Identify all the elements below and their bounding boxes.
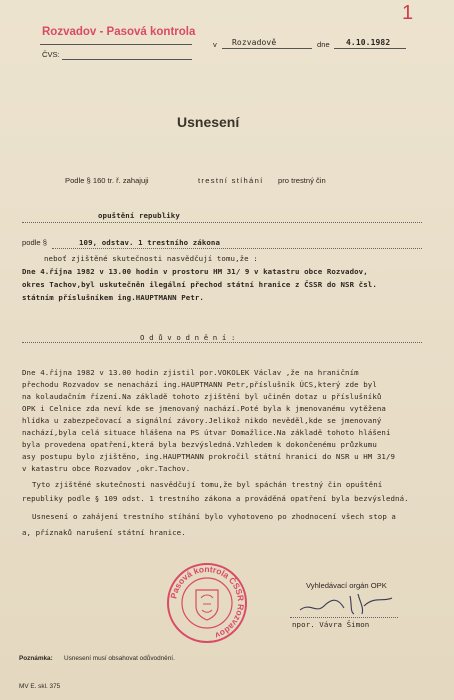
reasoning-line: na kolaudačním řízení.Na základě tohoto zjištění byl učiněn dotaz u příslušníků bbox=[22, 392, 382, 401]
facts-line: okres Tachov,byl uskutečněn ilegální přechod státní hranice z ČSSR do NSR čsl. bbox=[22, 280, 377, 289]
facts-line: státním příslušníkem ing.HAUPTMANN Petr. bbox=[22, 293, 204, 302]
reasoning-line: nachází,byla celá situace hlášena na PS útvar Domažlice.Na základě tohoto hlášení bbox=[22, 428, 391, 437]
reasoning-line: byla provedena opatření,která byla bezvýsledná.Vzhledem k dokončenému průzkumu bbox=[22, 440, 377, 449]
offense-line bbox=[22, 222, 422, 223]
signature-line bbox=[290, 617, 398, 618]
reasoning-line: asy postupu bylo zjištěno, ing.HAUPTMANN prokročil státní hranici do NSR u HM 31/9 bbox=[22, 452, 396, 461]
date-value: 4.10.1982 bbox=[346, 38, 391, 47]
date-prefix: dne bbox=[317, 40, 330, 49]
place-underline bbox=[222, 48, 312, 49]
office-stamp: Rozvadov - Pasová kontrola bbox=[42, 26, 196, 38]
form-code: MV E. skl. 375 bbox=[19, 683, 61, 690]
facts-lead: neboť zjištěné skutečnosti nasvědčují tomu,že : bbox=[44, 254, 258, 263]
reasoning-line: hlídka u zabezpečovací a signální závory.Jelikož nikdo nevěděl,kde se jmenovaný bbox=[22, 416, 382, 425]
offense-value: opuštění republiky bbox=[98, 211, 180, 220]
cvs-underline bbox=[62, 59, 192, 60]
intro-line-end: pro trestný čin bbox=[278, 176, 326, 185]
intro-line-start: Podle § 160 tr. ř. zahajuji bbox=[65, 176, 149, 185]
reasoning-line: republiky podle § 109 odst. 1 trestního zákona a prováděná opatření byla bezvýsledná. bbox=[22, 494, 409, 503]
footer-note-text: Usnesení musí obsahovat odůvodnění. bbox=[64, 655, 175, 662]
reasoning-line: přechodu Rozvadov se nenachází ing.HAUPTMANN Petr,příslušník ÚCS,který zde byl bbox=[22, 380, 377, 389]
reasoning-heading: O d ů v o d n ě n í : bbox=[140, 333, 236, 342]
handwritten-signature bbox=[292, 588, 402, 618]
date-underline bbox=[334, 48, 406, 49]
facts-line: Dne 4.října 1982 v 13.00 hodin v prostoru HM 31/ 9 v katastru obce Rozvadov, bbox=[22, 267, 368, 276]
seal-text: Pasová kontrola ČSSR Rozvadov bbox=[168, 564, 247, 641]
intro-line-spaced: trestní stíhání bbox=[198, 176, 264, 185]
footer-note-label: Poznámka: bbox=[19, 655, 53, 662]
reasoning-line: Dne 4.října 1982 v 13.00 hodin zjistil por.VOKOLEK Václav ,že na hraničním bbox=[22, 368, 359, 377]
reasoning-heading-line bbox=[22, 342, 422, 343]
handwritten-page-number: 1 bbox=[402, 2, 414, 24]
section-label: podle § bbox=[22, 238, 47, 247]
place-value: Rozvadově bbox=[232, 38, 277, 47]
document-title: Usnesení bbox=[177, 114, 240, 130]
cvs-label: ČVS: bbox=[42, 50, 60, 59]
reasoning-line: Tyto zjištěné skutečnosti nasvědčují tomu,že byl spáchán trestný čin opuštění bbox=[32, 480, 383, 489]
stamp-underline bbox=[40, 44, 192, 45]
reasoning-line: OPK i Celnice zda neví kde se jmenovaný nachází.Poté byla k jmenovanému vytěžena bbox=[22, 404, 386, 413]
reasoning-line: a, příznaků narušení státní hranice. bbox=[22, 528, 186, 537]
reasoning-line: Usnesení o zahájení trestního stíhání bylo vyhotoveno po zhodnocení všech stop a bbox=[32, 512, 396, 521]
place-prefix: v bbox=[213, 40, 217, 49]
reasoning-line: v katastru obce Rozvadov ,okr.Tachov. bbox=[22, 464, 191, 473]
signature-title: Vyhledávací orgán OPK bbox=[306, 581, 387, 590]
official-seal bbox=[166, 562, 248, 644]
signature-name: npor. Vávra Šimon bbox=[292, 620, 370, 629]
section-line bbox=[52, 248, 422, 249]
section-value: 109, odstav. 1 trestního zákona bbox=[79, 238, 221, 247]
